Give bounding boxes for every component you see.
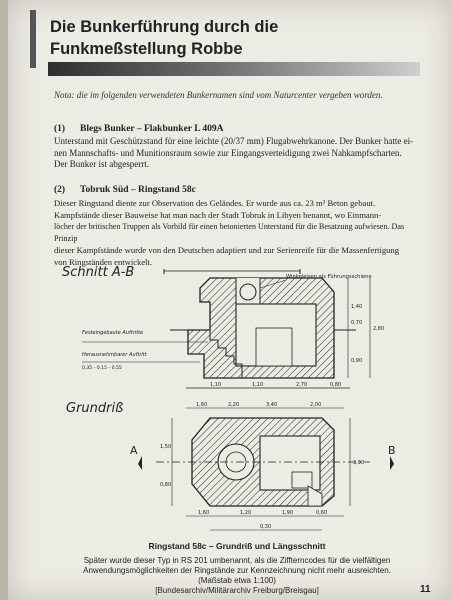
dim-label: 3,90	[353, 460, 365, 466]
section-2-line: löcher der britischen Truppen als Vorbild für einen betonierten Unterstand für die Besatzung aufwiesen. Das Prinzip	[54, 222, 405, 244]
technical-drawing	[60, 258, 422, 540]
section-1-number: (1)	[54, 124, 66, 134]
plan-view-label: Grundriß	[66, 401, 124, 416]
dim-label: 2,00	[310, 402, 322, 408]
dim-label: 1,10	[210, 382, 222, 388]
dim-label: 2,70	[296, 382, 308, 388]
rail-annotation: Winkeleisen als Führungsschiene	[286, 274, 372, 280]
dim-label: 2,20	[228, 402, 240, 408]
dim-label: 1,20	[240, 510, 252, 516]
title-line-2: Funkmeßstellung Robbe	[50, 40, 243, 58]
section-mark-b: B	[388, 444, 396, 457]
dim-label: 1,50	[160, 444, 172, 450]
dim-label: 0,80	[160, 482, 172, 488]
dim-label: 1,60	[196, 402, 208, 408]
fixed-steps-annotation: Festeingebaute Auftritte	[82, 330, 144, 336]
dim-label: 3,40	[266, 402, 278, 408]
section-2-title: Tobruk Süd – Ringstand 58c	[80, 185, 196, 195]
section-1-line: Der Bunker ist abgesperrt.	[54, 159, 149, 170]
note-text: Nota: die im folgenden verwendeten Bunkernamen sind vom Naturcenter vergeben worden.	[54, 90, 383, 100]
dim-label: 0,80	[330, 382, 342, 388]
figure-caption: Ringstand 58c – Grundriß und Längsschnitt	[148, 541, 326, 551]
section-1-body	[54, 136, 420, 171]
section-1-line: Unterstand mit Geschützstand für eine leichte (20/37 mm) Flugabwehrkanone. Der Bunker hatte ei-	[54, 136, 414, 146]
section-2-line: von Ringständen entwickelt.	[54, 256, 153, 267]
page-title	[50, 16, 278, 60]
dim-label: 1,10	[252, 382, 264, 388]
section-2-line: Kampfstände dieser Bauweise hat man nach der Stadt Tobruk in Libyen benannt, wo Einmann-	[54, 209, 382, 220]
dim-label: 0,30	[260, 524, 272, 530]
dim-label: 0,90	[351, 358, 363, 364]
section-2-number: (2)	[54, 185, 66, 195]
longitudinal-section	[164, 269, 356, 388]
dim-label: 1,40	[351, 304, 363, 310]
dim-label: 2,80	[373, 326, 385, 332]
source-credit: [Bundesarchiv/Militärarchiv Freiburg/Breisgau]	[155, 586, 319, 595]
dim-label: 0,70	[351, 320, 363, 326]
movable-step-annotation: Herausnehmbarer Auftritt	[82, 352, 147, 358]
footnote-line: Anwendungsmöglichkeiten der Ringstände zur Kennzeichnung nicht mehr ausreichten.	[83, 566, 391, 575]
section-1-line: nen Mannschafts- und Munitionsraum sowie zur Eingangsverteidigung zwei Nahkampfscharten.	[54, 147, 402, 158]
dim-label: 1,90	[282, 510, 294, 516]
small-dims-annotation: 0,35 - 0,15 - 0,55	[82, 366, 122, 371]
section-mark-a: A	[130, 444, 138, 457]
title-gradient-bar	[48, 62, 420, 76]
book-page	[8, 0, 452, 600]
title-line-1: Die Bunkerführung durch die	[50, 18, 279, 36]
section-1-heading	[54, 124, 224, 134]
section-2-line: Dieser Ringstand diente zur Observation des Geländes. Er wurde aus ca. 23 m³ Beton gebaut.	[54, 198, 376, 208]
section-view-label: Schnitt A-B	[62, 265, 135, 280]
dim-label: 1,60	[198, 510, 210, 516]
scale-note: (Maßstab etwa 1:100)	[198, 576, 276, 585]
section-2-line: dieser Kampfstände wurde von den Deutschen adaptiert und zur Serienreife für die Massenfertigung	[54, 244, 400, 255]
section-2-heading	[54, 185, 196, 195]
footnote-line: Später wurde dieser Typ in RS 201 umbenannt, als die Ziffterncodes für die vielfältigen	[83, 556, 391, 565]
section-1-title: Blegs Bunker – Flakbunker L 409A	[80, 124, 224, 134]
dim-label: 0,60	[316, 510, 328, 516]
ring-opening-icon	[240, 284, 256, 300]
page-number: 11	[420, 584, 431, 595]
